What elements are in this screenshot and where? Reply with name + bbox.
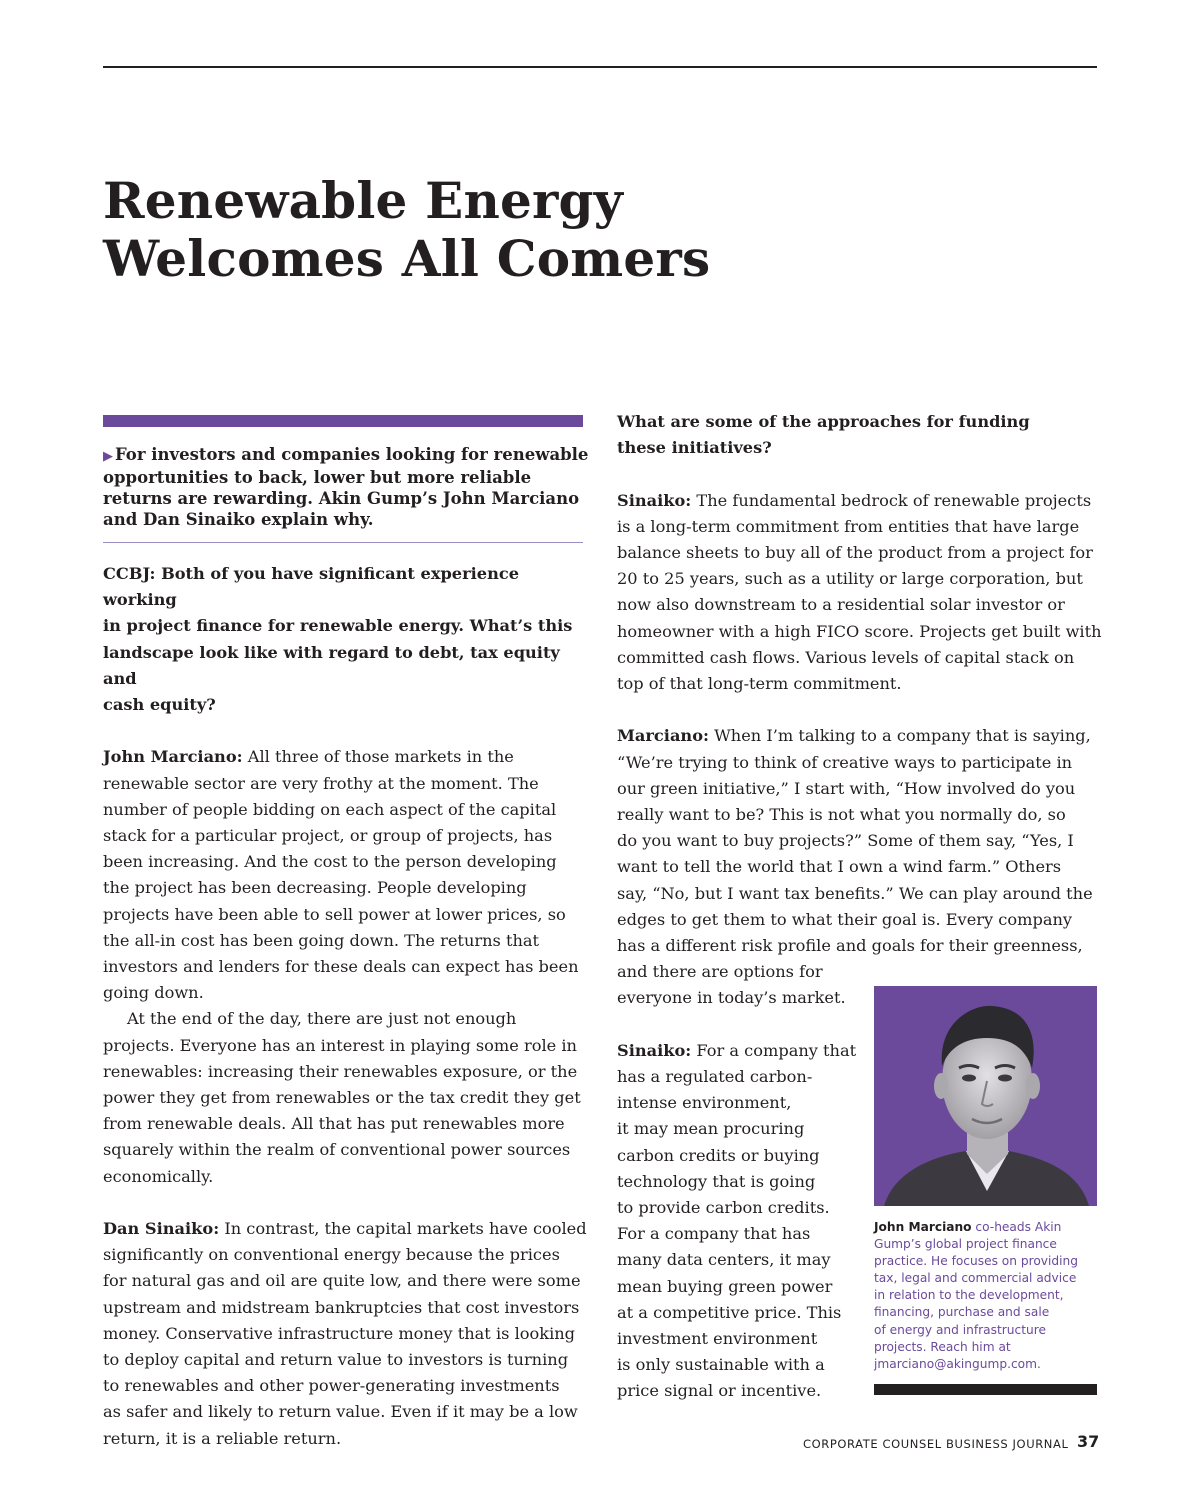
question-2: What are some of the approaches for funding these initiatives? (617, 412, 1030, 458)
page-number: 37 (1077, 1432, 1100, 1451)
answer-marciano-1: John Marciano: All three of those markets in the renewable sector are very frothy at the moment. The number of people bidding on each aspect of the capital stack for a particular project, or group of projects, has been increasing. And the cost to the person developing the project has been decreasing. People developing projects have been able to sell power at lower prices, so the all-in cost has been going down. The returns that investors and lenders for these deals can expect has been going down. (103, 747, 579, 1003)
intro-divider (103, 542, 583, 543)
speaker-label: Sinaiko: (617, 490, 692, 510)
left-column (103, 561, 593, 1452)
speaker-label: John Marciano: (103, 747, 243, 767)
bio-caption: John Marciano co-heads Akin Gump’s global project finance practice. He focuses on providing tax, legal and commercial advice in relation to the development, financing, purchase and sale of energy and infrastructure projects. Reach him at jmarciano@akingump.com. (874, 1220, 1078, 1371)
intro-deck (103, 444, 593, 530)
accent-bar (103, 415, 583, 427)
sidebar-bottom-bar (874, 1384, 1097, 1395)
portrait-photo (874, 986, 1097, 1206)
answer-sinaiko-2: Sinaiko: The fundamental bedrock of renewable projects is a long-term commitment from entities that have large balance sheets to buy all of the product from a project for 20 to 25 years, such as a utility or large corporation, but now also downstream to a residential solar investor or homeowner with a high FICO score. Projects get built with committed cash flows. Various levels of capital stack on top of that long-term commitment. (617, 490, 1102, 694)
portrait-illustration (874, 986, 1097, 1206)
answer-marciano-1-cont: At the end of the day, there are just not enough projects. Everyone has an interest in playing some role in renewables: increasing their renewables exposure, or the power they get from renewables or the tax credit they get from renewable deals. All that has put renewables more squarely within the realm of conventional power sources economically. (103, 1009, 581, 1186)
answer-sinaiko-1: Dan Sinaiko: In contrast, the capital markets have cooled significantly on conventional energy because the prices for natural gas and oil are quite low, and there were some upstream and midstream bankruptcies that cost investors money. Conservative infrastructure money that is looking to deploy capital and return value to investors is turning to renewables and other power-generating investments as safer and likely to return value. Even if it may be a low return, it is a reliable return. (103, 1219, 587, 1448)
answer-marciano-2: Marciano: When I’m talking to a company that is saying, “We’re trying to think of creative ways to participate in our green initiative,” I start with, “How involved do you really want to be? This is not what you normally do, so do you want to buy projects?” Some of them say, “Yes, I want to tell the world that I own a wind farm.” Others say, “No, but I want tax benefits.” We can play around the edges to get them to what their goal is. Every company has a different risk profile and goals for their greenness, and there are options for everyone in today’s market. (617, 726, 1093, 1008)
speaker-label: Sinaiko: (617, 1040, 692, 1060)
speaker-label: Marciano: (617, 726, 709, 746)
title-line-2: Welcomes All Comers (103, 229, 711, 288)
answer-sinaiko-3: Sinaiko: For a company that has a regulated carbon- intense environment, it may mean procuring carbon credits or buying technology that is going to provide carbon credits. For a company that has many data centers, it may mean buying green power at a competitive price. This investment environment is only sustainable with a price signal or incentive. (617, 1040, 857, 1401)
title-line-1: Renewable Energy (103, 171, 623, 230)
bio-name: John Marciano (874, 1220, 972, 1234)
intro-text: For investors and companies looking for renewable opportunities to back, lower but more reliable returns are rewarding. Akin Gump’s John Marciano and Dan Sinaiko explain why. (103, 445, 589, 529)
footer-publication: CORPORATE COUNSEL BUSINESS JOURNAL (803, 1437, 1069, 1451)
bio-email[interactable]: jmarciano@akingump.com. (874, 1356, 1041, 1371)
speaker-label: Dan Sinaiko: (103, 1219, 220, 1239)
triangle-bullet-icon: ▶ (103, 449, 113, 464)
top-rule (103, 66, 1097, 68)
article-title (103, 172, 710, 288)
question-1: CCBJ: Both of you have significant experience working in project finance for renewable energy. What’s this landscape look like with regard to debt, tax equity and cash equity? (103, 564, 573, 715)
